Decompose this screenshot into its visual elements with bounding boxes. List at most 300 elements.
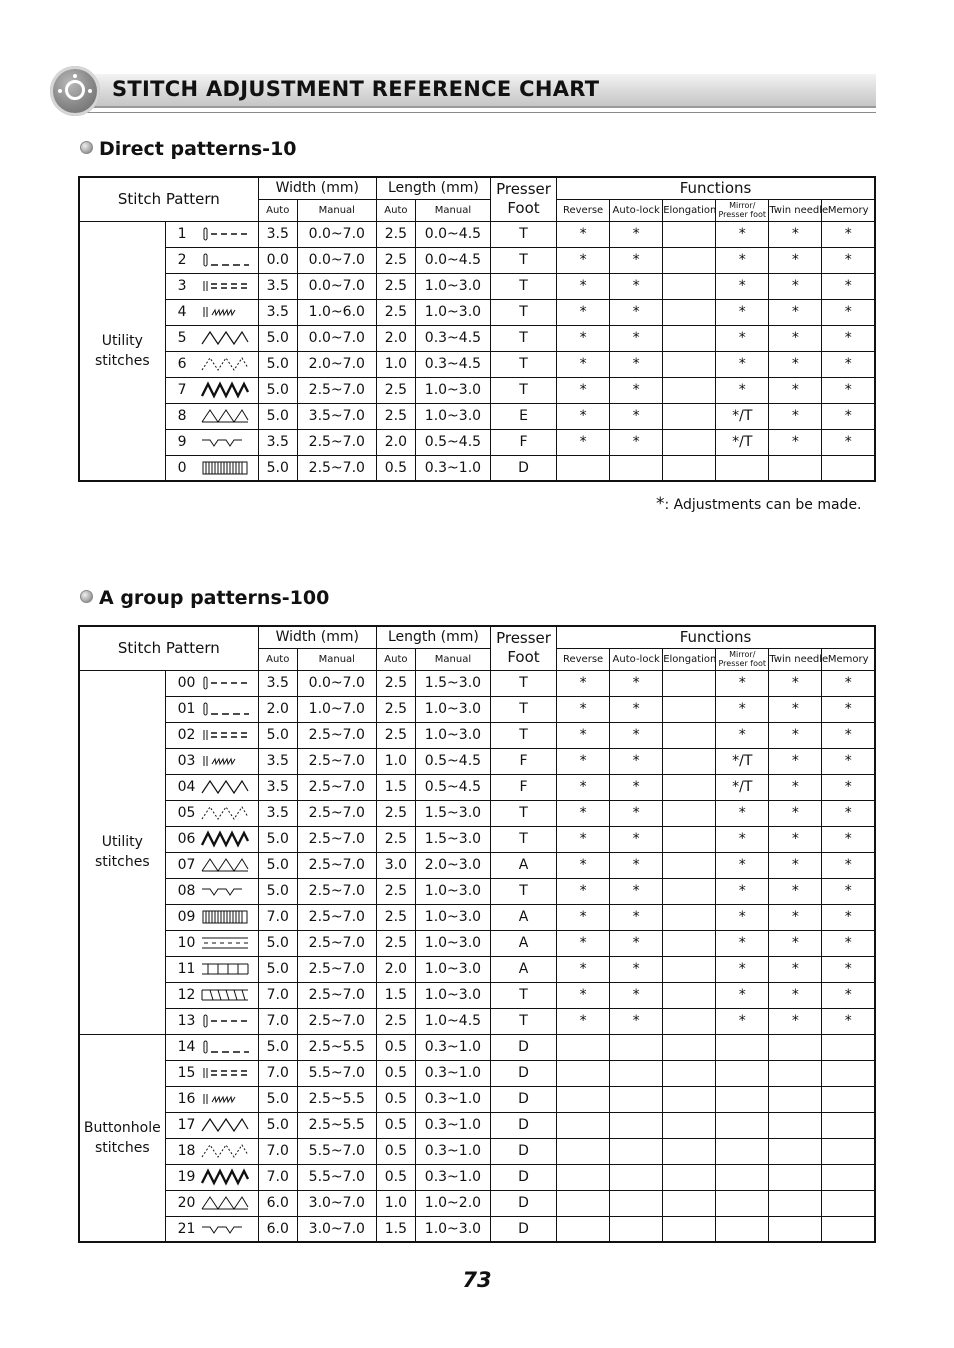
elongation-cell — [663, 429, 716, 455]
memory-cell — [822, 1190, 875, 1216]
length-manual-cell: 1.0~3.0 — [415, 403, 490, 429]
auto-lock-cell: * — [610, 1008, 663, 1034]
presser-foot-cell: T — [490, 800, 556, 826]
width-auto-cell: 2.0 — [258, 696, 297, 722]
header-presser-foot — [490, 626, 556, 670]
stitch-pattern-icon — [200, 701, 250, 717]
length-manual-cell: 2.0~3.0 — [415, 852, 490, 878]
table-row — [79, 455, 875, 481]
stitch-pattern-icon — [200, 1039, 250, 1055]
length-manual-cell: 1.0~3.0 — [415, 878, 490, 904]
memory-cell: * — [822, 800, 875, 826]
stitch-pattern-icon — [200, 857, 250, 873]
twin-needle-cell: * — [769, 774, 822, 800]
section-title-a-group-patterns — [80, 587, 329, 609]
pattern-number-cell — [165, 247, 258, 273]
width-auto-cell: 6.0 — [258, 1216, 297, 1242]
reverse-cell: * — [557, 800, 610, 826]
group-label-line2: stitches — [94, 854, 150, 870]
presser-foot-cell: E — [490, 403, 556, 429]
stitch-pattern-icon — [200, 1117, 250, 1133]
memory-cell: * — [822, 273, 875, 299]
width-manual-cell: 2.5~5.5 — [297, 1034, 376, 1060]
table-row — [79, 429, 875, 455]
width-manual-cell: 2.5~7.0 — [297, 982, 376, 1008]
pattern-number: 03 — [177, 753, 196, 769]
table-row — [79, 826, 875, 852]
header-width: Width (mm) — [258, 626, 376, 648]
presser-foot-cell: T — [490, 982, 556, 1008]
width-manual-cell: 3.0~7.0 — [297, 1216, 376, 1242]
stitch-pattern-icon — [200, 304, 250, 320]
auto-lock-cell: * — [610, 247, 663, 273]
width-manual-cell: 2.5~7.0 — [297, 748, 376, 774]
elongation-cell — [663, 696, 716, 722]
length-manual-cell: 0.5~4.5 — [415, 774, 490, 800]
reverse-cell — [557, 1216, 610, 1242]
reverse-cell: * — [557, 1008, 610, 1034]
mirror-cell: * — [716, 696, 769, 722]
mirror-cell: * — [716, 377, 769, 403]
section-title-text: Direct patterns-10 — [99, 138, 297, 160]
presser-foot-cell: D — [490, 1164, 556, 1190]
pattern-number: 19 — [177, 1169, 196, 1185]
header-width-manual: Manual — [297, 648, 376, 670]
pattern-number-cell — [165, 429, 258, 455]
pattern-number-cell — [165, 852, 258, 878]
twin-needle-cell: * — [769, 299, 822, 325]
stitch-pattern-icon — [200, 382, 250, 398]
header-auto-lock: Auto-lock — [610, 199, 663, 221]
pattern-number: 9 — [177, 434, 187, 450]
width-auto-cell: 5.0 — [258, 930, 297, 956]
width-auto-cell: 7.0 — [258, 1164, 297, 1190]
stitch-pattern-icon — [200, 1143, 250, 1159]
elongation-cell — [663, 1164, 716, 1190]
auto-lock-cell — [610, 1190, 663, 1216]
width-auto-cell: 3.5 — [258, 748, 297, 774]
width-auto-cell: 7.0 — [258, 904, 297, 930]
presser-foot-cell: T — [490, 299, 556, 325]
pattern-number-cell — [165, 956, 258, 982]
pattern-number: 7 — [177, 382, 187, 398]
twin-needle-cell: * — [769, 670, 822, 696]
reverse-cell: * — [557, 748, 610, 774]
width-manual-cell: 2.5~7.0 — [297, 852, 376, 878]
auto-lock-cell: * — [610, 221, 663, 247]
length-auto-cell: 1.0 — [376, 351, 415, 377]
elongation-cell — [663, 670, 716, 696]
auto-lock-cell: * — [610, 982, 663, 1008]
stitch-pattern-icon — [200, 460, 250, 476]
table-row — [79, 930, 875, 956]
width-auto-cell: 7.0 — [258, 1008, 297, 1034]
reverse-cell: * — [557, 221, 610, 247]
pattern-number-cell — [165, 670, 258, 696]
twin-needle-cell: * — [769, 982, 822, 1008]
length-manual-cell: 0.5~4.5 — [415, 748, 490, 774]
length-manual-cell: 0.0~4.5 — [415, 221, 490, 247]
auto-lock-cell — [610, 1138, 663, 1164]
reverse-cell: * — [557, 826, 610, 852]
reverse-cell — [557, 1060, 610, 1086]
mirror-cell: * — [716, 982, 769, 1008]
pattern-number-cell — [165, 826, 258, 852]
stitch-pattern-icon — [200, 1221, 250, 1237]
mirror-cell: */T — [716, 748, 769, 774]
pattern-number: 18 — [177, 1143, 196, 1159]
footnote-text: : Adjustments can be made. — [664, 497, 862, 513]
table-row — [79, 982, 875, 1008]
presser-foot-cell: D — [490, 1060, 556, 1086]
table-row — [79, 221, 875, 247]
stitch-pattern-icon — [200, 675, 250, 691]
memory-cell: * — [822, 299, 875, 325]
elongation-cell — [663, 982, 716, 1008]
pattern-number-cell — [165, 1008, 258, 1034]
pattern-number-cell — [165, 722, 258, 748]
page-header-banner — [50, 66, 876, 116]
auto-lock-cell — [610, 1060, 663, 1086]
length-manual-cell: 1.5~3.0 — [415, 800, 490, 826]
reverse-cell: * — [557, 878, 610, 904]
pattern-number-cell — [165, 904, 258, 930]
reverse-cell — [557, 1164, 610, 1190]
twin-needle-cell — [769, 1086, 822, 1112]
auto-lock-cell: * — [610, 748, 663, 774]
length-manual-cell: 1.0~3.0 — [415, 930, 490, 956]
length-auto-cell: 2.5 — [376, 722, 415, 748]
mirror-cell: * — [716, 904, 769, 930]
pattern-number: 0 — [177, 459, 187, 476]
mirror-cell: * — [716, 670, 769, 696]
pattern-number: 20 — [177, 1195, 196, 1211]
length-manual-cell: 1.0~2.0 — [415, 1190, 490, 1216]
length-auto-cell: 2.5 — [376, 247, 415, 273]
length-manual-cell: 0.3~1.0 — [415, 1164, 490, 1190]
memory-cell: * — [822, 221, 875, 247]
width-manual-cell: 1.0~6.0 — [297, 299, 376, 325]
header-length-auto: Auto — [376, 199, 415, 221]
mirror-cell: * — [716, 247, 769, 273]
header-width-auto: Auto — [258, 199, 297, 221]
auto-lock-cell: * — [610, 299, 663, 325]
pattern-number-cell — [165, 1138, 258, 1164]
width-auto-cell: 5.0 — [258, 325, 297, 351]
auto-lock-cell — [610, 1086, 663, 1112]
length-manual-cell: 0.3~1.0 — [415, 455, 490, 481]
memory-cell: * — [822, 377, 875, 403]
memory-cell: * — [822, 670, 875, 696]
table-row — [79, 1216, 875, 1242]
memory-cell: * — [822, 722, 875, 748]
table-row — [79, 956, 875, 982]
pattern-number: 00 — [177, 675, 196, 691]
length-auto-cell: 2.5 — [376, 696, 415, 722]
header-mirror-line2: Presser foot — [718, 210, 767, 219]
twin-needle-cell: * — [769, 403, 822, 429]
stitch-pattern-icon — [200, 753, 250, 769]
pattern-number: 6 — [177, 356, 187, 372]
table-row — [79, 1190, 875, 1216]
table-row — [79, 722, 875, 748]
stitch-table-a-group-patterns — [78, 625, 876, 1243]
pattern-number: 15 — [177, 1065, 196, 1081]
memory-cell: * — [822, 696, 875, 722]
elongation-cell — [663, 299, 716, 325]
presser-foot-cell: D — [490, 1216, 556, 1242]
memory-cell — [822, 455, 875, 481]
width-manual-cell: 2.5~7.0 — [297, 800, 376, 826]
width-auto-cell: 7.0 — [258, 1138, 297, 1164]
stitch-pattern-icon — [200, 408, 250, 424]
table-row — [79, 377, 875, 403]
table-row — [79, 273, 875, 299]
elongation-cell — [663, 722, 716, 748]
width-auto-cell: 5.0 — [258, 722, 297, 748]
mirror-cell: */T — [716, 429, 769, 455]
header-twin-needle: Twin needle — [769, 648, 822, 670]
elongation-cell — [663, 800, 716, 826]
elongation-cell — [663, 1138, 716, 1164]
length-manual-cell: 1.0~3.0 — [415, 273, 490, 299]
width-manual-cell: 2.5~7.0 — [297, 878, 376, 904]
length-auto-cell: 0.5 — [376, 1164, 415, 1190]
table-row — [79, 1060, 875, 1086]
width-auto-cell: 3.5 — [258, 800, 297, 826]
table-row — [79, 852, 875, 878]
mirror-cell: * — [716, 956, 769, 982]
mirror-cell: * — [716, 325, 769, 351]
width-auto-cell: 7.0 — [258, 1060, 297, 1086]
presser-foot-cell: D — [490, 1034, 556, 1060]
group-label-line2: stitches — [94, 352, 150, 369]
memory-cell — [822, 1112, 875, 1138]
width-manual-cell: 2.5~7.0 — [297, 377, 376, 403]
memory-cell — [822, 1138, 875, 1164]
mirror-cell: * — [716, 351, 769, 377]
width-auto-cell: 5.0 — [258, 403, 297, 429]
presser-foot-cell: T — [490, 221, 556, 247]
reverse-cell: * — [557, 722, 610, 748]
length-auto-cell: 2.0 — [376, 325, 415, 351]
length-manual-cell: 1.0~3.0 — [415, 299, 490, 325]
auto-lock-cell: * — [610, 429, 663, 455]
pattern-number: 11 — [177, 961, 196, 977]
reverse-cell: * — [557, 377, 610, 403]
mirror-cell — [716, 1216, 769, 1242]
header-presser-foot-line2: Foot — [507, 199, 540, 218]
length-manual-cell: 1.0~3.0 — [415, 904, 490, 930]
pattern-number-cell — [165, 1112, 258, 1138]
stitch-pattern-icon — [200, 278, 250, 294]
footnote — [656, 494, 862, 514]
memory-cell: * — [822, 904, 875, 930]
memory-cell: * — [822, 826, 875, 852]
twin-needle-cell: * — [769, 878, 822, 904]
reverse-cell — [557, 1112, 610, 1138]
length-manual-cell: 0.5~4.5 — [415, 429, 490, 455]
pattern-number: 17 — [177, 1117, 196, 1133]
auto-lock-cell: * — [610, 852, 663, 878]
length-manual-cell: 1.0~3.0 — [415, 722, 490, 748]
header-length-auto: Auto — [376, 648, 415, 670]
width-auto-cell: 5.0 — [258, 878, 297, 904]
presser-foot-cell: T — [490, 696, 556, 722]
reverse-cell: * — [557, 351, 610, 377]
pattern-number: 8 — [177, 408, 187, 424]
twin-needle-cell: * — [769, 930, 822, 956]
pattern-number: 12 — [177, 987, 196, 1003]
group-label-line1: Buttonhole — [83, 1119, 161, 1136]
length-auto-cell: 2.5 — [376, 273, 415, 299]
auto-lock-cell: * — [610, 878, 663, 904]
header-mirror-line1: Mirror/ — [729, 201, 756, 210]
header-row — [79, 177, 875, 199]
length-auto-cell: 1.0 — [376, 1190, 415, 1216]
width-manual-cell: 5.5~7.0 — [297, 1060, 376, 1086]
width-auto-cell: 0.0 — [258, 247, 297, 273]
round-bullet-icon — [80, 590, 93, 603]
length-manual-cell: 1.0~3.0 — [415, 956, 490, 982]
memory-cell: * — [822, 748, 875, 774]
elongation-cell — [663, 1060, 716, 1086]
width-manual-cell: 3.5~7.0 — [297, 403, 376, 429]
memory-cell: * — [822, 982, 875, 1008]
width-manual-cell: 3.0~7.0 — [297, 1190, 376, 1216]
length-auto-cell: 2.5 — [376, 930, 415, 956]
pattern-number-cell — [165, 1034, 258, 1060]
pattern-number: 05 — [177, 805, 196, 821]
auto-lock-cell: * — [610, 956, 663, 982]
width-manual-cell: 0.0~7.0 — [297, 273, 376, 299]
mirror-cell: * — [716, 299, 769, 325]
table-row — [79, 1034, 875, 1060]
width-auto-cell: 3.5 — [258, 670, 297, 696]
pattern-number-cell — [165, 982, 258, 1008]
stitch-table-direct-patterns — [78, 176, 876, 482]
header-reverse: Reverse — [557, 648, 610, 670]
reverse-cell: * — [557, 696, 610, 722]
group-label-line2: stitches — [94, 1139, 150, 1156]
auto-lock-cell: * — [610, 930, 663, 956]
length-manual-cell: 0.3~1.0 — [415, 1086, 490, 1112]
mirror-cell — [716, 1060, 769, 1086]
pattern-number-cell — [165, 1060, 258, 1086]
auto-lock-cell: * — [610, 826, 663, 852]
table-row — [79, 325, 875, 351]
length-auto-cell: 2.5 — [376, 403, 415, 429]
header-stitch-pattern: Stitch Pattern — [79, 177, 258, 221]
auto-lock-cell: * — [610, 403, 663, 429]
reverse-cell: * — [557, 670, 610, 696]
header-presser-foot — [490, 177, 556, 221]
width-manual-cell: 2.5~7.0 — [297, 956, 376, 982]
table-row — [79, 748, 875, 774]
twin-needle-cell: * — [769, 1008, 822, 1034]
mirror-cell: */T — [716, 774, 769, 800]
header-length: Length (mm) — [376, 177, 490, 199]
header-length: Length (mm) — [376, 626, 490, 648]
stitch-pattern-icon — [200, 1195, 250, 1211]
length-auto-cell: 2.5 — [376, 904, 415, 930]
memory-cell: * — [822, 247, 875, 273]
reverse-cell: * — [557, 247, 610, 273]
pattern-number-cell — [165, 696, 258, 722]
group-label — [79, 670, 165, 1034]
elongation-cell — [663, 455, 716, 481]
length-auto-cell: 1.5 — [376, 1216, 415, 1242]
table-row — [79, 800, 875, 826]
header-presser-foot-line2: Foot — [507, 648, 540, 667]
length-auto-cell: 0.5 — [376, 1034, 415, 1060]
pattern-number-cell — [165, 299, 258, 325]
presser-foot-cell: A — [490, 852, 556, 878]
elongation-cell — [663, 351, 716, 377]
width-auto-cell: 5.0 — [258, 1112, 297, 1138]
length-manual-cell: 0.3~1.0 — [415, 1112, 490, 1138]
header-mirror-presser-foot — [716, 199, 769, 221]
pattern-number: 4 — [177, 304, 187, 320]
presser-foot-cell: T — [490, 878, 556, 904]
elongation-cell — [663, 1086, 716, 1112]
reverse-cell — [557, 1086, 610, 1112]
length-auto-cell: 0.5 — [376, 1060, 415, 1086]
header-mirror-presser-foot — [716, 648, 769, 670]
pattern-number-cell — [165, 1086, 258, 1112]
presser-foot-cell: T — [490, 722, 556, 748]
memory-cell: * — [822, 403, 875, 429]
table-row — [79, 774, 875, 800]
table-row — [79, 247, 875, 273]
pattern-number: 06 — [177, 831, 196, 847]
auto-lock-cell: * — [610, 351, 663, 377]
reverse-cell: * — [557, 956, 610, 982]
width-manual-cell: 1.0~7.0 — [297, 696, 376, 722]
table-row — [79, 1138, 875, 1164]
elongation-cell — [663, 904, 716, 930]
pattern-number-cell — [165, 930, 258, 956]
reverse-cell: * — [557, 852, 610, 878]
stitch-pattern-icon — [200, 434, 250, 450]
header-stitch-pattern: Stitch Pattern — [79, 626, 258, 670]
width-auto-cell: 5.0 — [258, 377, 297, 403]
reverse-cell: * — [557, 930, 610, 956]
width-manual-cell: 5.5~7.0 — [297, 1164, 376, 1190]
length-auto-cell: 0.5 — [376, 1138, 415, 1164]
elongation-cell — [663, 1112, 716, 1138]
length-manual-cell: 1.5~3.0 — [415, 670, 490, 696]
header-length-manual: Manual — [415, 199, 490, 221]
stitch-pattern-icon — [200, 1013, 250, 1029]
pattern-number: 02 — [177, 727, 196, 743]
width-auto-cell: 5.0 — [258, 1034, 297, 1060]
width-manual-cell: 5.5~7.0 — [297, 1138, 376, 1164]
width-auto-cell: 5.0 — [258, 455, 297, 481]
length-auto-cell: 2.5 — [376, 800, 415, 826]
mirror-cell — [716, 1138, 769, 1164]
twin-needle-cell: * — [769, 429, 822, 455]
width-auto-cell: 7.0 — [258, 982, 297, 1008]
table-row — [79, 403, 875, 429]
elongation-cell — [663, 247, 716, 273]
width-auto-cell: 5.0 — [258, 1086, 297, 1112]
twin-needle-cell: * — [769, 748, 822, 774]
header-width-auto: Auto — [258, 648, 297, 670]
pattern-number-cell — [165, 377, 258, 403]
length-auto-cell: 1.5 — [376, 774, 415, 800]
memory-cell: * — [822, 956, 875, 982]
